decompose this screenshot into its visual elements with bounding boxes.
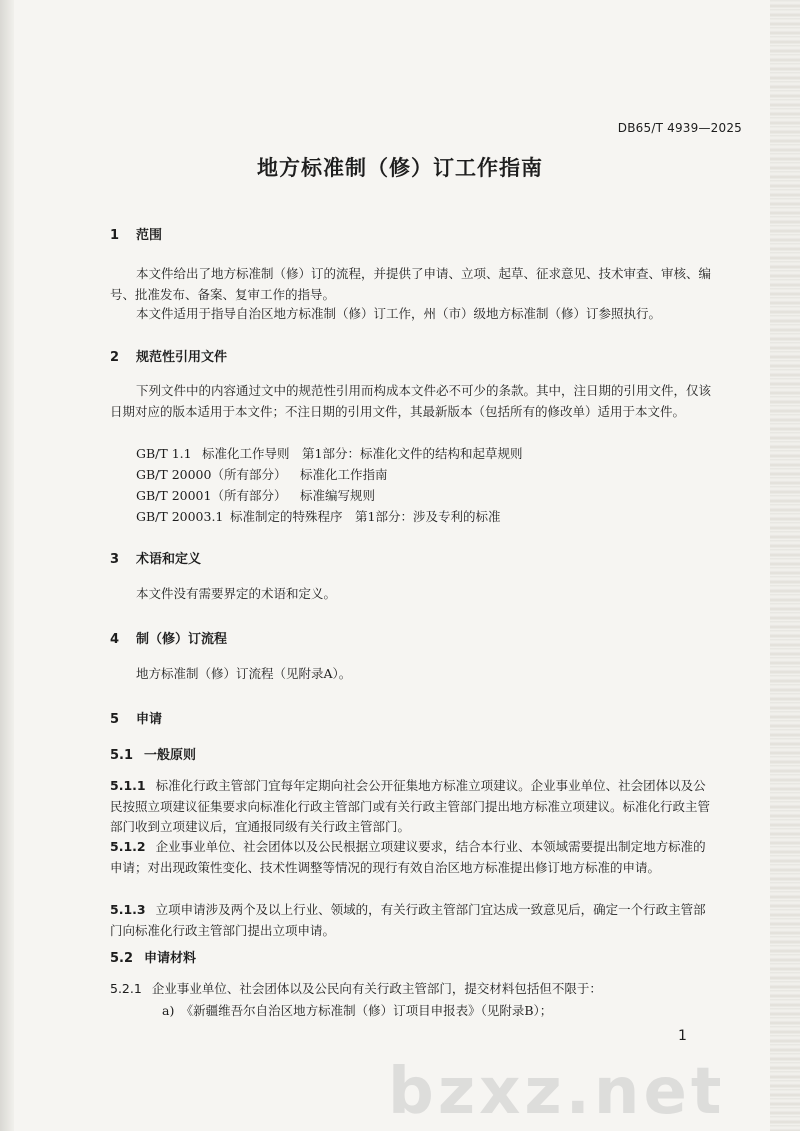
clause-text: 企业事业单位、社会团体以及公民向有关行政主管部门，提交材料包括但不限于： (151, 981, 602, 996)
clause-number: 5.1.2 (110, 839, 146, 854)
clause-text: 标准化行政主管部门宜每年定期向社会公开征集地方标准立项建议。企业事业单位、社会团体以及公民按照立项建议征集要求向标准化行政主管部门或有关行政主管部门提出地方标准立项建议。标准化行政主管部门收到立项建议后，宜通报同级有关行政主管部门。 (110, 778, 711, 834)
section-number: 4 (110, 632, 120, 647)
section-number: 5 (110, 712, 120, 727)
reference-code: GB/T 1.1 (136, 446, 192, 461)
list-item-a: a) 《新疆维吾尔自治区地方标准制（修）订项目申报表》（见附录B）； (162, 1003, 553, 1018)
reference-item (136, 486, 375, 504)
subsection-title: 申请材料 (144, 951, 197, 966)
section-3-paragraph-1: 本文件没有需要界定的术语和定义。 (136, 586, 337, 601)
subsection-number: 5.2 (110, 951, 134, 966)
reference-name: 标准化工作导则 第1部分：标准化文件的结构和起草规则 (202, 446, 523, 461)
section-4-heading (110, 628, 227, 647)
reference-item (136, 465, 388, 483)
section-number: 1 (110, 228, 120, 243)
reference-name: 标准编写规则 (300, 488, 376, 503)
clause-number: 5.2.1 (110, 981, 142, 996)
subsection-5-1-heading (110, 744, 196, 763)
clause-5-1-2 (110, 837, 715, 878)
clause-5-1-3 (110, 900, 715, 941)
reference-name: 标准化工作指南 (300, 467, 388, 482)
section-title: 术语和定义 (136, 552, 202, 567)
document-title: 地方标准制（修）订工作指南 (257, 156, 543, 180)
section-1-paragraph-1: 本文件给出了地方标准制（修）订的流程，并提供了申请、立项、起草、征求意见、技术审查、审核、编号、批准发布、备案、复审工作的指导。 (110, 266, 712, 302)
section-5-heading (110, 708, 162, 727)
subsection-5-2-heading (110, 947, 196, 966)
section-title: 规范性引用文件 (136, 350, 228, 365)
standard-code: DB65/T 4939—2025 (617, 121, 742, 135)
clause-5-2-1 (110, 979, 715, 1000)
page-number: 1 (678, 1028, 687, 1044)
clause-5-1-1 (110, 776, 715, 838)
section-4-paragraph-1: 地方标准制（修）订流程（见附录A）。 (136, 666, 352, 681)
section-1-heading (110, 224, 162, 243)
reference-code: GB/T 20000（所有部分） (136, 467, 287, 482)
section-3-heading (110, 548, 201, 567)
section-1-paragraph-2: 本文件适用于指导自治区地方标准制（修）订工作，州（市）级地方标准制（修）订参照执行。 (136, 306, 662, 321)
reference-code: GB/T 20001（所有部分） (136, 488, 287, 503)
reference-item (136, 507, 500, 525)
clause-text: 企业事业单位、社会团体以及公民根据立项建议要求，结合本行业、本领域需要提出制定地方标准的申请；对出现政策性变化、技术性调整等情况的现行有效自治区地方标准提出修订地方标准的申请。 (110, 839, 706, 875)
section-number: 2 (110, 350, 120, 365)
section-2-paragraph-1: 下列文件中的内容通过文中的规范性引用而构成本文件必不可少的条款。其中，注日期的引用文件，仅该日期对应的版本适用于本文件；不注日期的引用文件，其最新版本（包括所有的修改单）适用于本文件。 (110, 383, 712, 419)
clause-number: 5.1.3 (110, 902, 146, 917)
watermark: bzxz.net (388, 1055, 726, 1129)
reference-item (136, 444, 522, 462)
section-2-heading (110, 346, 227, 365)
section-number: 3 (110, 552, 120, 567)
reference-name: 标准制定的特殊程序 第1部分：涉及专利的标准 (230, 509, 501, 524)
section-title: 申请 (136, 712, 163, 727)
section-title: 制（修）订流程 (136, 632, 228, 647)
reference-code: GB/T 20003.1 (136, 509, 224, 524)
subsection-number: 5.1 (110, 748, 134, 763)
subsection-title: 一般原则 (144, 748, 197, 763)
section-title: 范围 (136, 228, 163, 243)
clause-text: 立项申请涉及两个及以上行业、领域的，有关行政主管部门宜达成一致意见后，确定一个行政主管部门向标准化行政主管部门提出立项申请。 (110, 902, 706, 938)
clause-number: 5.1.1 (110, 778, 146, 793)
